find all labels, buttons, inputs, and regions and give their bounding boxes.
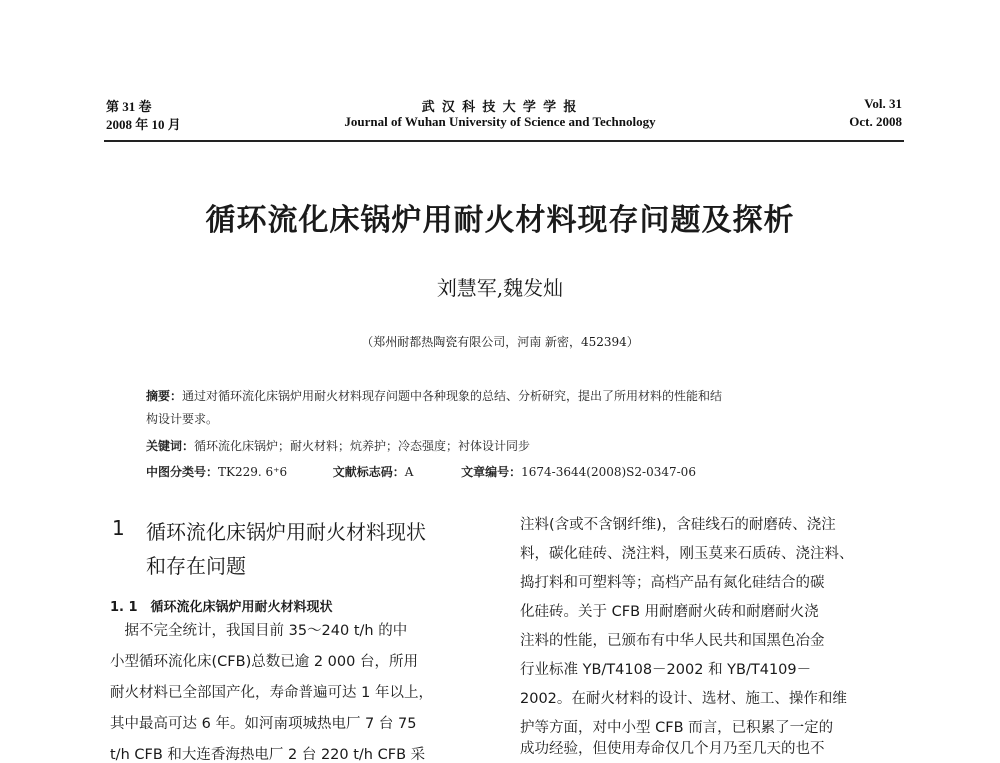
header-date-cn: 2008 年 10 月	[106, 117, 181, 132]
clc-value: TK229. 6⁺6	[218, 465, 288, 479]
clc-label: 中图分类号：	[146, 465, 219, 479]
section-title-line-1: 循环流化床锅炉用耐火材料现状	[146, 520, 426, 544]
right-body-line: 2002。在耐火材料的设计、选材、施工、操作和维	[520, 691, 847, 707]
header-date-en: Oct. 2008	[849, 114, 902, 129]
keywords-text: 循环流化床锅炉；耐火材料；炕养护；冷态强度；衬体设计同步	[194, 439, 531, 453]
keywords-label: 关键词：	[146, 439, 195, 453]
header-volume-cn: 第 31 卷	[106, 99, 152, 114]
section-number: 1	[112, 516, 125, 540]
right-body-line: 行业标准 YB/T4108－2002 和 YB/T4109－	[520, 662, 812, 678]
article-number-value: 1674-3644(2008)S2-0347-06	[521, 465, 696, 479]
abstract-label: 摘要：	[146, 389, 183, 403]
keywords-line	[146, 437, 530, 454]
right-body-line: 料，碳化硅砖、浇注料，刚玉莫来石质砖、浇注料、	[520, 546, 854, 562]
right-body-line: 注料的性能，已颁布有中华人民共和国黑色冶金	[520, 633, 825, 649]
left-body-line: 其中最高可达 6 年。如河南项城热电厂 7 台 75	[110, 716, 417, 732]
section-title-line-2: 和存在问题	[146, 554, 246, 578]
left-body-line: 耐火材料已全部国产化，寿命普遍可达 1 年以上，	[110, 685, 433, 701]
header-journal-cn: 武 汉 科 技 大 学 学 报	[421, 99, 579, 114]
right-body-line: 注料(含或不含钢纤维)，含硅线石的耐磨砖、浇注	[520, 517, 836, 533]
header-volume-en: Vol. 31	[864, 96, 902, 111]
left-body-line: 小型循环流化床(CFB)总数已逾 2 000 台，所用	[110, 654, 418, 670]
header-rule	[104, 140, 904, 142]
article-affiliation: （郑州耐都热陶瓷有限公司，河南 新密，452394）	[361, 335, 639, 349]
classification-line	[146, 463, 696, 480]
right-body-line: 捣打料和可塑料等；高档产品有氮化硅结合的碳	[520, 575, 825, 591]
abstract-line-1	[146, 387, 722, 404]
article-number-label: 文章编号：	[461, 465, 522, 479]
subsection-heading: 1. 1 循环流化床锅炉用耐火材料现状	[110, 600, 333, 615]
abstract-text-2: 构设计要求。	[146, 412, 219, 426]
left-body-line: t/h CFB 和大连香海热电厂 2 台 220 t/h CFB 采	[110, 747, 426, 763]
right-body-line: 成功经验，但使用寿命仅几个月乃至几天的也不	[520, 741, 825, 757]
article-authors: 刘慧军,魏发灿	[436, 276, 564, 300]
abstract-text-1: 通过对循环流化床锅炉用耐火材料现存问题中各种现象的总结、分析研究，提出了所用材料的性能和结	[182, 389, 723, 403]
right-body-line: 护等方面，对中小型 CFB 而言，已积累了一定的	[520, 720, 834, 736]
article-title: 循环流化床锅炉用耐火材料现存问题及探析	[205, 203, 795, 238]
doc-code-label: 文献标志码：	[332, 465, 405, 479]
doc-code-value: A	[404, 465, 414, 479]
header-journal-en: Journal of Wuhan University of Science and Technology	[344, 114, 656, 129]
left-body-line: 据不完全统计，我国目前 35～240 t/h 的中	[110, 623, 408, 639]
right-body-line: 化硅砖。关于 CFB 用耐磨耐火砖和耐磨耐火浇	[520, 604, 819, 620]
